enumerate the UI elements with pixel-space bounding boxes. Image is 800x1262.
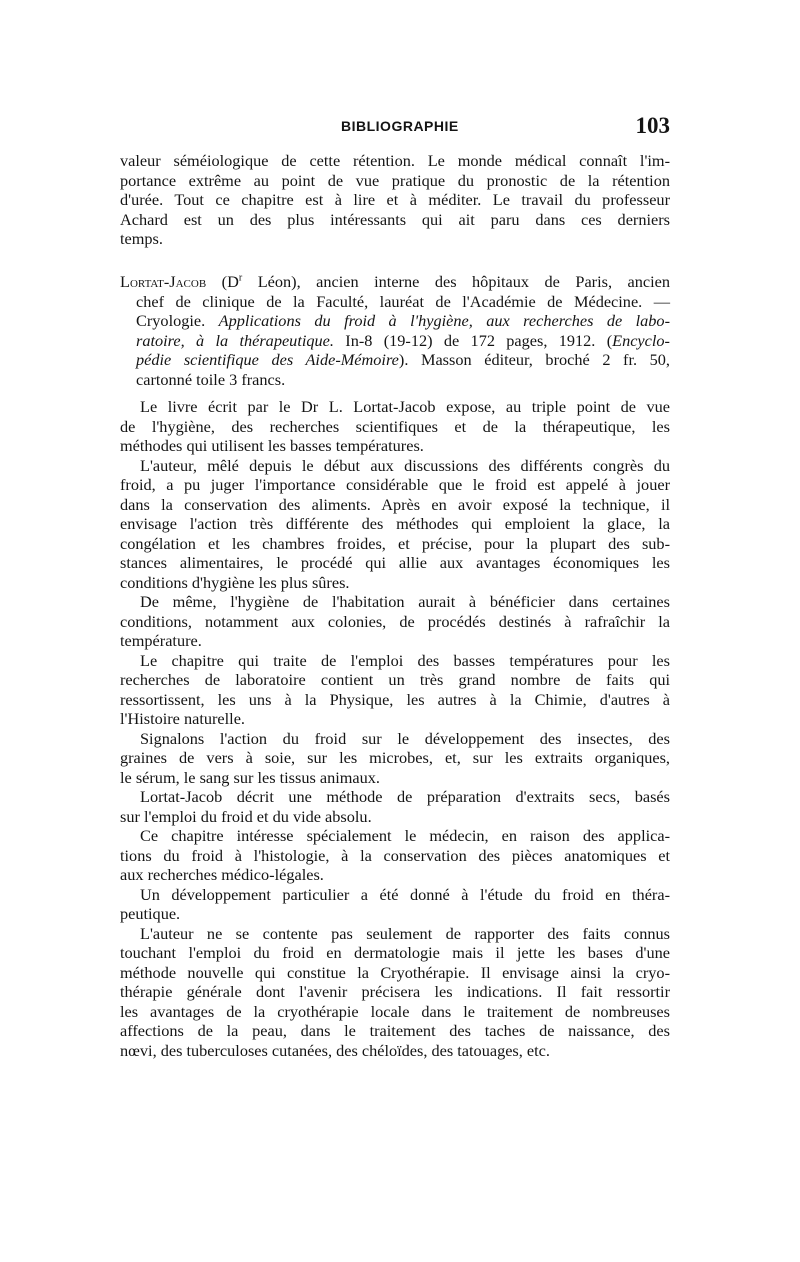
text-line: aux recherches médico-légales. bbox=[120, 865, 324, 884]
text-line: température. bbox=[120, 631, 202, 650]
text-line: recherches de laboratoire contient un très grand nombre de faits qui bbox=[120, 670, 670, 689]
text-line: peutique. bbox=[120, 904, 181, 923]
bibliography-entry bbox=[120, 272, 670, 389]
author-details: Léon), ancien interne des hôpitaux de Paris, ancien bbox=[242, 272, 671, 291]
text-line: de l'hygiène, des recherches scientifiques et de la thérapeutique, les bbox=[120, 416, 670, 436]
bib-line bbox=[120, 331, 670, 351]
book-format: In-8 (19-12) de 172 pages, 1912. ( bbox=[333, 330, 613, 350]
text-line: L'auteur, mêlé depuis le début aux discussions des différents congrès du bbox=[140, 455, 670, 475]
book-short-title: Cryologie. bbox=[136, 311, 219, 330]
text-line: l'Histoire naturelle. bbox=[120, 709, 246, 728]
bib-line bbox=[120, 311, 670, 331]
continuation-paragraph bbox=[120, 151, 670, 249]
text-line: temps. bbox=[120, 229, 163, 248]
book-title-cont: ratoire, à la thérapeutique. bbox=[136, 330, 334, 350]
text-line: Ce chapitre intéresse spécialement le médecin, en raison des applica- bbox=[140, 826, 670, 845]
text-line: les avantages de la cryothérapie locale dans le traitement de nombreuses bbox=[120, 1001, 670, 1021]
text-line: Signalons l'action du froid sur le développement des insectes, des bbox=[140, 728, 670, 748]
text-line: De même, l'hygiène de l'habitation aurait à bénéficier dans certaines bbox=[140, 592, 670, 611]
running-header bbox=[120, 113, 670, 143]
text-line: sur l'emploi du froid et du vide absolu. bbox=[120, 806, 372, 826]
text-line: Lortat-Jacob décrit une méthode de préparation d'extraits secs, basés bbox=[140, 787, 670, 806]
text-line: Le livre écrit par le Dr L. Lortat-Jacob expose, au triple point de vue bbox=[140, 397, 670, 416]
text-line: graines de vers à soie, sur les microbes, et, sur les extraits organiques, bbox=[120, 748, 670, 767]
text-line: dans la conservation des aliments. Après en avoir exposé la technique, il bbox=[120, 494, 670, 514]
bib-line: chef de clinique de la Faculté, lauréat de l'Académie de Médecine. — bbox=[136, 291, 670, 311]
text-line: tions du froid à l'histologie, à la conservation des pièces anatomiques et bbox=[120, 845, 670, 865]
bib-line bbox=[120, 272, 670, 292]
text-line: congélation et les chambres froides, et précise, pour la plupart des sub- bbox=[120, 533, 670, 553]
series-title: Encyclo- bbox=[612, 330, 670, 350]
text-line: d'urée. Tout ce chapitre est à lire et à méditer. Le travail du professeur bbox=[120, 190, 670, 209]
text-line: stances alimentaires, le procédé qui allie aux avantages économiques les bbox=[120, 553, 670, 572]
text-line: conditions, notamment aux colonies, de procédés destinés à rafraîchir la bbox=[120, 611, 670, 631]
text-line: méthode nouvelle qui constitue la Cryothérapie. Il envisage ainsi la cryo- bbox=[120, 962, 670, 982]
text-line: méthodes qui utilisent les basses températures. bbox=[120, 436, 424, 455]
text-line: envisage l'action très différente des méthodes qui emploient la glace, la bbox=[120, 514, 670, 533]
text-line: le sérum, le sang sur les tissus animaux. bbox=[120, 767, 381, 787]
text-line: thérapie générale dont l'avenir précisera les indications. Il fait ressortir bbox=[120, 982, 670, 1001]
author-title-sup: r bbox=[238, 272, 243, 284]
author-name: Lortat-Jacob bbox=[120, 272, 207, 291]
text-line: portance extrême au point de vue pratique du pronostic de la rétention bbox=[120, 170, 670, 190]
review-body bbox=[120, 397, 670, 1060]
text-line: valeur séméiologique de cette rétention. Le monde médical connaît l'im- bbox=[120, 151, 670, 170]
publisher-price: ). Masson éditeur, broché 2 fr. 50, bbox=[398, 350, 670, 369]
text-line: touchant l'emploi du froid en dermatologie mais il jette les bases d'une bbox=[120, 943, 670, 962]
text-line: froid, a pu juger l'importance considérable que le froid est appelé à jouer bbox=[120, 475, 670, 494]
text-line: Achard est un des plus intéressants qui ait paru dans ces derniers bbox=[120, 209, 670, 229]
text-line: conditions d'hygiène les plus sûres. bbox=[120, 572, 350, 592]
text-line: L'auteur ne se contente pas seulement de rapporter des faits connus bbox=[140, 923, 670, 943]
text-line: Le chapitre qui traite de l'emploi des basses températures pour les bbox=[140, 650, 670, 670]
text-line: nœvi, des tuberculoses cutanées, des chéloïdes, des tatouages, etc. bbox=[120, 1040, 550, 1060]
page-number: 103 bbox=[635, 113, 670, 138]
text-line: Un développement particulier a été donné à l'étude du froid en théra- bbox=[140, 884, 670, 904]
header-title: BIBLIOGRAPHIE bbox=[341, 118, 459, 134]
author-title: (D bbox=[206, 272, 239, 291]
series-title-cont: pédie scientifique des Aide-Mémoire bbox=[136, 350, 399, 369]
bib-line: cartonné toile 3 francs. bbox=[136, 369, 286, 389]
text-line: ressortissent, les uns à la Physique, les autres à la Chimie, d'autres à bbox=[120, 689, 670, 709]
book-title: Applications du froid à l'hygiène, aux recherches de labo- bbox=[218, 311, 670, 330]
bib-line bbox=[120, 350, 670, 370]
text-line: affections de la peau, dans le traitement des taches de naissance, des bbox=[120, 1021, 670, 1040]
